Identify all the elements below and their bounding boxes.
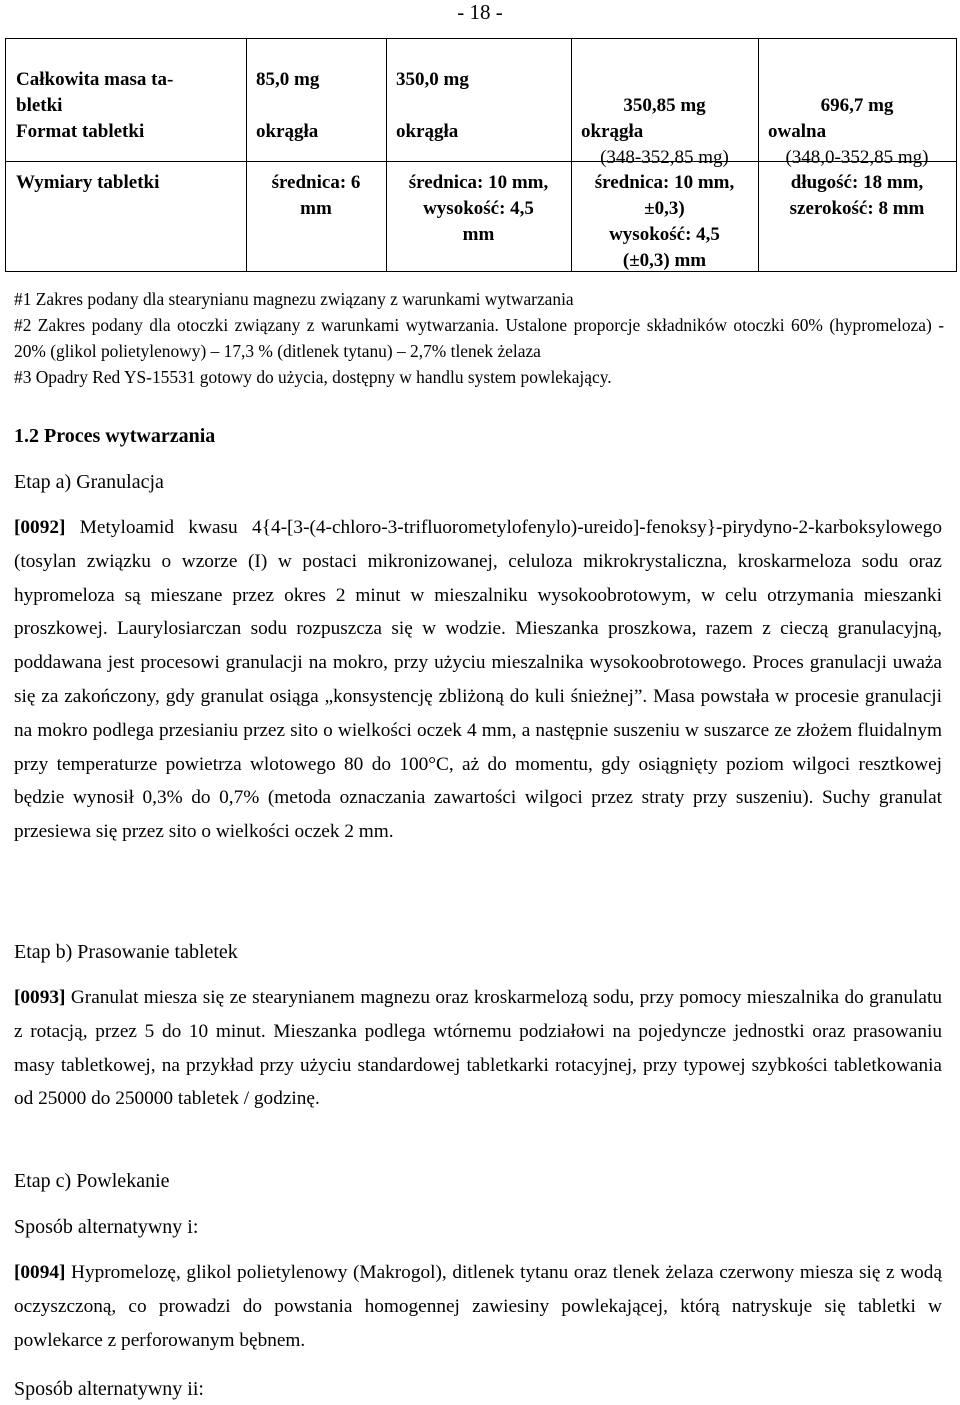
row-total-mass-c3-range: (348-352,85 mg): [600, 147, 729, 168]
row-total-mass-c1: 85,0 mg: [256, 69, 320, 90]
row-format-c3: okrągła: [581, 121, 644, 142]
step-a-heading: Etap a) Granulacja: [14, 471, 164, 493]
row-format-c2: okrągła: [396, 121, 459, 142]
alternative-ii-heading: Sposób alternatywny ii:: [14, 1378, 204, 1400]
row-dimensions-c2: średnica: 10 mm, wysokość: 4,5 mm: [408, 172, 549, 245]
row-dimensions-c3: średnica: 10 mm, ±0,3) wysokość: 4,5 (±0,3) mm: [594, 172, 735, 271]
paragraph-number: [0093]: [14, 987, 66, 1008]
row-total-mass-c3-main: 350,85 mg: [623, 95, 706, 116]
alternative-i-heading: Sposób alternatywny i:: [14, 1216, 199, 1238]
paragraph-0092: [14, 511, 942, 849]
step-c-heading: Etap c) Powlekanie: [14, 1170, 170, 1192]
paragraph-number: [0092]: [14, 517, 66, 538]
footnote-3: #3 Opadry Red YS-15531 gotowy do użycia, dostępny w handlu system powlekający.: [14, 367, 612, 387]
footnote-1: #1 Zakres podany dla stearynianu magnezu związany z warunkami wytwarzania: [14, 289, 574, 309]
row-dimensions-c1: średnica: 6 mm: [271, 172, 361, 219]
row-total-mass-c4-range: (348,0-352,85 mg): [785, 147, 929, 168]
section-title: 1.2 Proces wytwarzania: [14, 425, 216, 447]
row-total-mass-c2: 350,0 mg: [396, 69, 469, 90]
paragraph-text: Metyloamid kwasu 4{4-[3-(4-chloro-3-trifluorometylofenylo)-ureido]-fenoksy}-pirydyno-2-karboksylowego (tosylan związku o wzorze (I) w postaci mikronizowanej, celuloza mikrokrystaliczna, kroskarmeloza sodu oraz hypromeloza są mieszane przez okres 2 minut w mieszalniku wysokoobrotowym, w celu otrzymania mieszanki proszkowej. Laurylosiarczan sodu rozpuszcza się w wodzie. Mieszanka proszkowa, razem z cieczą granulacyjną, poddawana jest procesowi granulacji na mokro, przy użyciu mieszalnika wysokoobrotowego. Proces granulacji uważa się za zakończony, gdy granulat osiąga „konsystencję zbliżoną do kuli śnieżnej”. Masa powstała w procesie granulacji na mokro podlega przesianiu przez sito o wielkości oczek 4 mm, a następnie suszeniu w suszarce ze złożem fluidalnym przy temperaturze powietrza wlotowego 80 do 100°C, aż do momentu, gdy osiągnięty poziom wilgoci resztkowej będzie wynosił 0,3% do 0,7% (metoda oznaczania zawartości wilgoci przez straty przy suszeniu). Suchy granulat przesiewa się przez sito o wielkości oczek 2 mm.: [14, 517, 942, 843]
row-format-c1: okrągła: [256, 121, 319, 142]
row-dimensions-label: Wymiary tabletki: [16, 172, 160, 193]
paragraph-text: Granulat miesza się ze stearynianem magnezu oraz kroskarmelozą sodu, przy pomocy mieszalnika do granulatu z rotacją, przez 5 do 10 minut. Mieszanka podlega wtórnemu podziałowi na pojedyncze jednostki oraz prasowaniu masy tabletkowej, na przykład przy użyciu standardowej tabletkarki rotacyjnej, przy typowej szybkości tabletkowania od 25000 do 250000 tabletek / godzinę.: [14, 987, 942, 1110]
paragraph-number: [0094]: [14, 1262, 66, 1283]
table-divider: [246, 39, 247, 271]
row-total-mass-label: Całkowita masa ta- bletki: [16, 69, 174, 116]
paragraph-0094: [14, 1256, 942, 1357]
footnote-2: #2 Zakres podany dla otoczki związany z warunkami wytwarzania. Ustalone proporcje składników otoczki 60% (hypromeloza) - 20% (glikol polietylenowy) – 17,3 % (ditlenek tytanu) – 2,7% tlenek żelaza: [14, 315, 944, 361]
row-total-mass-c4-main: 696,7 mg: [820, 95, 894, 116]
page-number: - 18 -: [457, 0, 503, 24]
table-footnotes: [14, 286, 944, 390]
step-b-heading: Etap b) Prasowanie tabletek: [14, 941, 238, 963]
paragraph-text: Hypromelozę, glikol polietylenowy (Makrogol), ditlenek tytanu oraz tlenek żelaza czerwony miesza się z wodą oczyszczoną, co prowadzi do powstania homogennej zawiesiny powlekającej, którą natryskuje się tabletki w powlekarce z perforowanym bębnem.: [14, 1262, 942, 1351]
row-format-label: Format tabletki: [16, 121, 145, 142]
tablet-specification-table: [5, 38, 957, 272]
paragraph-0093: [14, 981, 942, 1116]
row-format-c4: owalna: [768, 121, 827, 142]
row-dimensions-c4: długość: 18 mm, szerokość: 8 mm: [789, 172, 925, 219]
